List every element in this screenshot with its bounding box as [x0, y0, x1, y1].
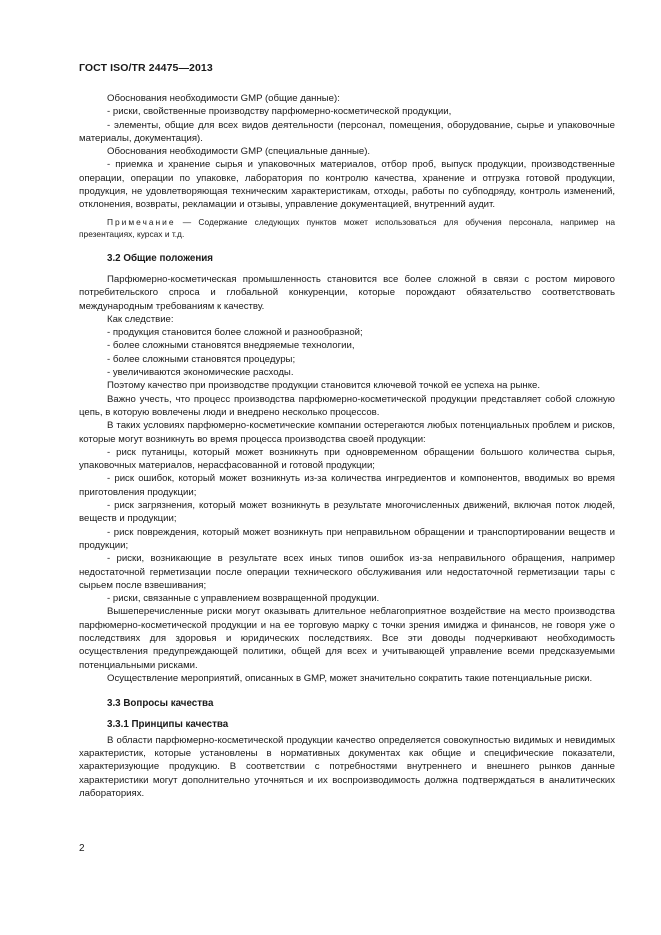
list-item: - продукция становится более сложной и разнообразной;: [107, 327, 363, 339]
section-heading: 3.2 Общие положения: [107, 252, 214, 264]
list-item: - более сложными становятся внедряемые технологии,: [107, 340, 355, 352]
paragraph: В таких условиях парфюмерно-косметические компании остерегаются любых потенциальных проблем и рисков, которые могут возникнуть во время процесса производства своей продукции:: [79, 420, 615, 445]
note: [79, 216, 615, 240]
paragraph: Вышеперечисленные риски могут оказывать длительное неблагоприятное воздействие на место производства парфюмерно-косметической продукции и на ее торговую марку с точки зрения имиджа и финансов, не говоря уже о последствиях для здоровья и юридических последствиях. Все эти доводы подчеркивают необходимость осуществления предупреждающей политики, общей для всех и учитывающей управление всеми предсказуемыми потенциальными рисками.: [79, 606, 615, 671]
paragraph: Парфюмерно-косметическая промышленность становится все более сложной в связи с ростом мирового потребительского спроса и глобальной конкуренции, которые порождают обязательство соответствовать международным требованиям к качеству.: [79, 273, 615, 312]
paragraph: Осуществление мероприятий, описанных в GMP, может значительно сократить такие потенциальные риски.: [107, 672, 593, 684]
list-item: - риск загрязнения, который может возникнуть в результате многочисленных движений, включая поток людей, веществ и продукции;: [79, 500, 615, 525]
paragraph: Обоснования необходимости GMP (специальные данные).: [107, 146, 371, 158]
list-item: - приемка и хранение сырья и упаковочных материалов, отбор проб, выпуск продукции, производственные операции, операции по упаковке, лаборатория по контролю качества, хранение и отгрузка готовой продукции, продукция, не удовлетворяющая техническим характеристикам, отходы, работы по субподряду, контроль изменений, отклонения, возвраты, рекламации и отзывы, управление документацией, внутренний аудит.: [79, 159, 615, 211]
paragraph: Как следствие:: [107, 313, 174, 325]
document-header: ГОСТ ISO/TR 24475—2013: [79, 62, 213, 74]
page-number: 2: [79, 843, 85, 854]
subsection-heading: 3.3.1 Принципы качества: [107, 719, 229, 731]
list-item: - риски, возникающие в результате всех иных типов ошибок из-за неправильного обращения, например недостаточной герметизации после операции технического обслуживания или недостаточной герметизации тары с сырьем после взвешивания;: [79, 553, 615, 591]
paragraph: Важно учесть, что процесс производства парфюмерно-косметической продукции представляет собой сложную цепь, в которую вовлечены люди и внедрено несколько процессов.: [79, 393, 615, 418]
note-text: — Содержание следующих пунктов может использоваться для обучения персонала, например на презентациях, курсах и т.д.: [79, 216, 615, 239]
list-item: - риск повреждения, который может возникнуть при неправильном обращении и транспортировании веществ и продукции;: [79, 526, 615, 551]
list-item: - риски, связанные с управлением возвращенной продукции.: [107, 593, 380, 605]
section-heading: 3.3 Вопросы качества: [107, 698, 214, 710]
list-item: - риски, свойственные производству парфюмерно-косметической продукции,: [107, 106, 452, 118]
document-body: [79, 92, 615, 800]
list-item: - более сложными становятся процедуры;: [107, 353, 296, 365]
list-item: - увеличиваются экономические расходы.: [107, 367, 294, 379]
paragraph: В области парфюмерно-косметической продукции качество определяется совокупностью видимых и невидимых характеристик, которые установлены в нормативных документах как общие и специфические показатели, характеризующие продукцию. В соответствии с потребностями внутреннего и внешнего рынков данные характеристики могут дополнительно уточняться и их воспроизводимость должна подтверждаться в аналитических лабораториях.: [79, 734, 615, 799]
list-item: - элементы, общие для всех видов деятельности (персонал, помещения, оборудование, сырье и упаковочные материалы, документация).: [79, 119, 615, 144]
list-item: - риск путаницы, который может возникнуть при одновременном обращении большого количества сырья, упаковочных материалов, нерасфасованной и готовой продукции;: [79, 446, 615, 472]
note-label: Примечание: [107, 216, 176, 227]
paragraph: Поэтому качество при производстве продукции становится ключевой точкой ее успеха на рынке.: [107, 380, 541, 392]
paragraph: Обоснования необходимости GMP (общие данные):: [107, 93, 340, 104]
list-item: - риск ошибок, который может возникнуть из-за количества ингредиентов и компонентов, вводимых во время приготовления продукции;: [79, 473, 615, 498]
